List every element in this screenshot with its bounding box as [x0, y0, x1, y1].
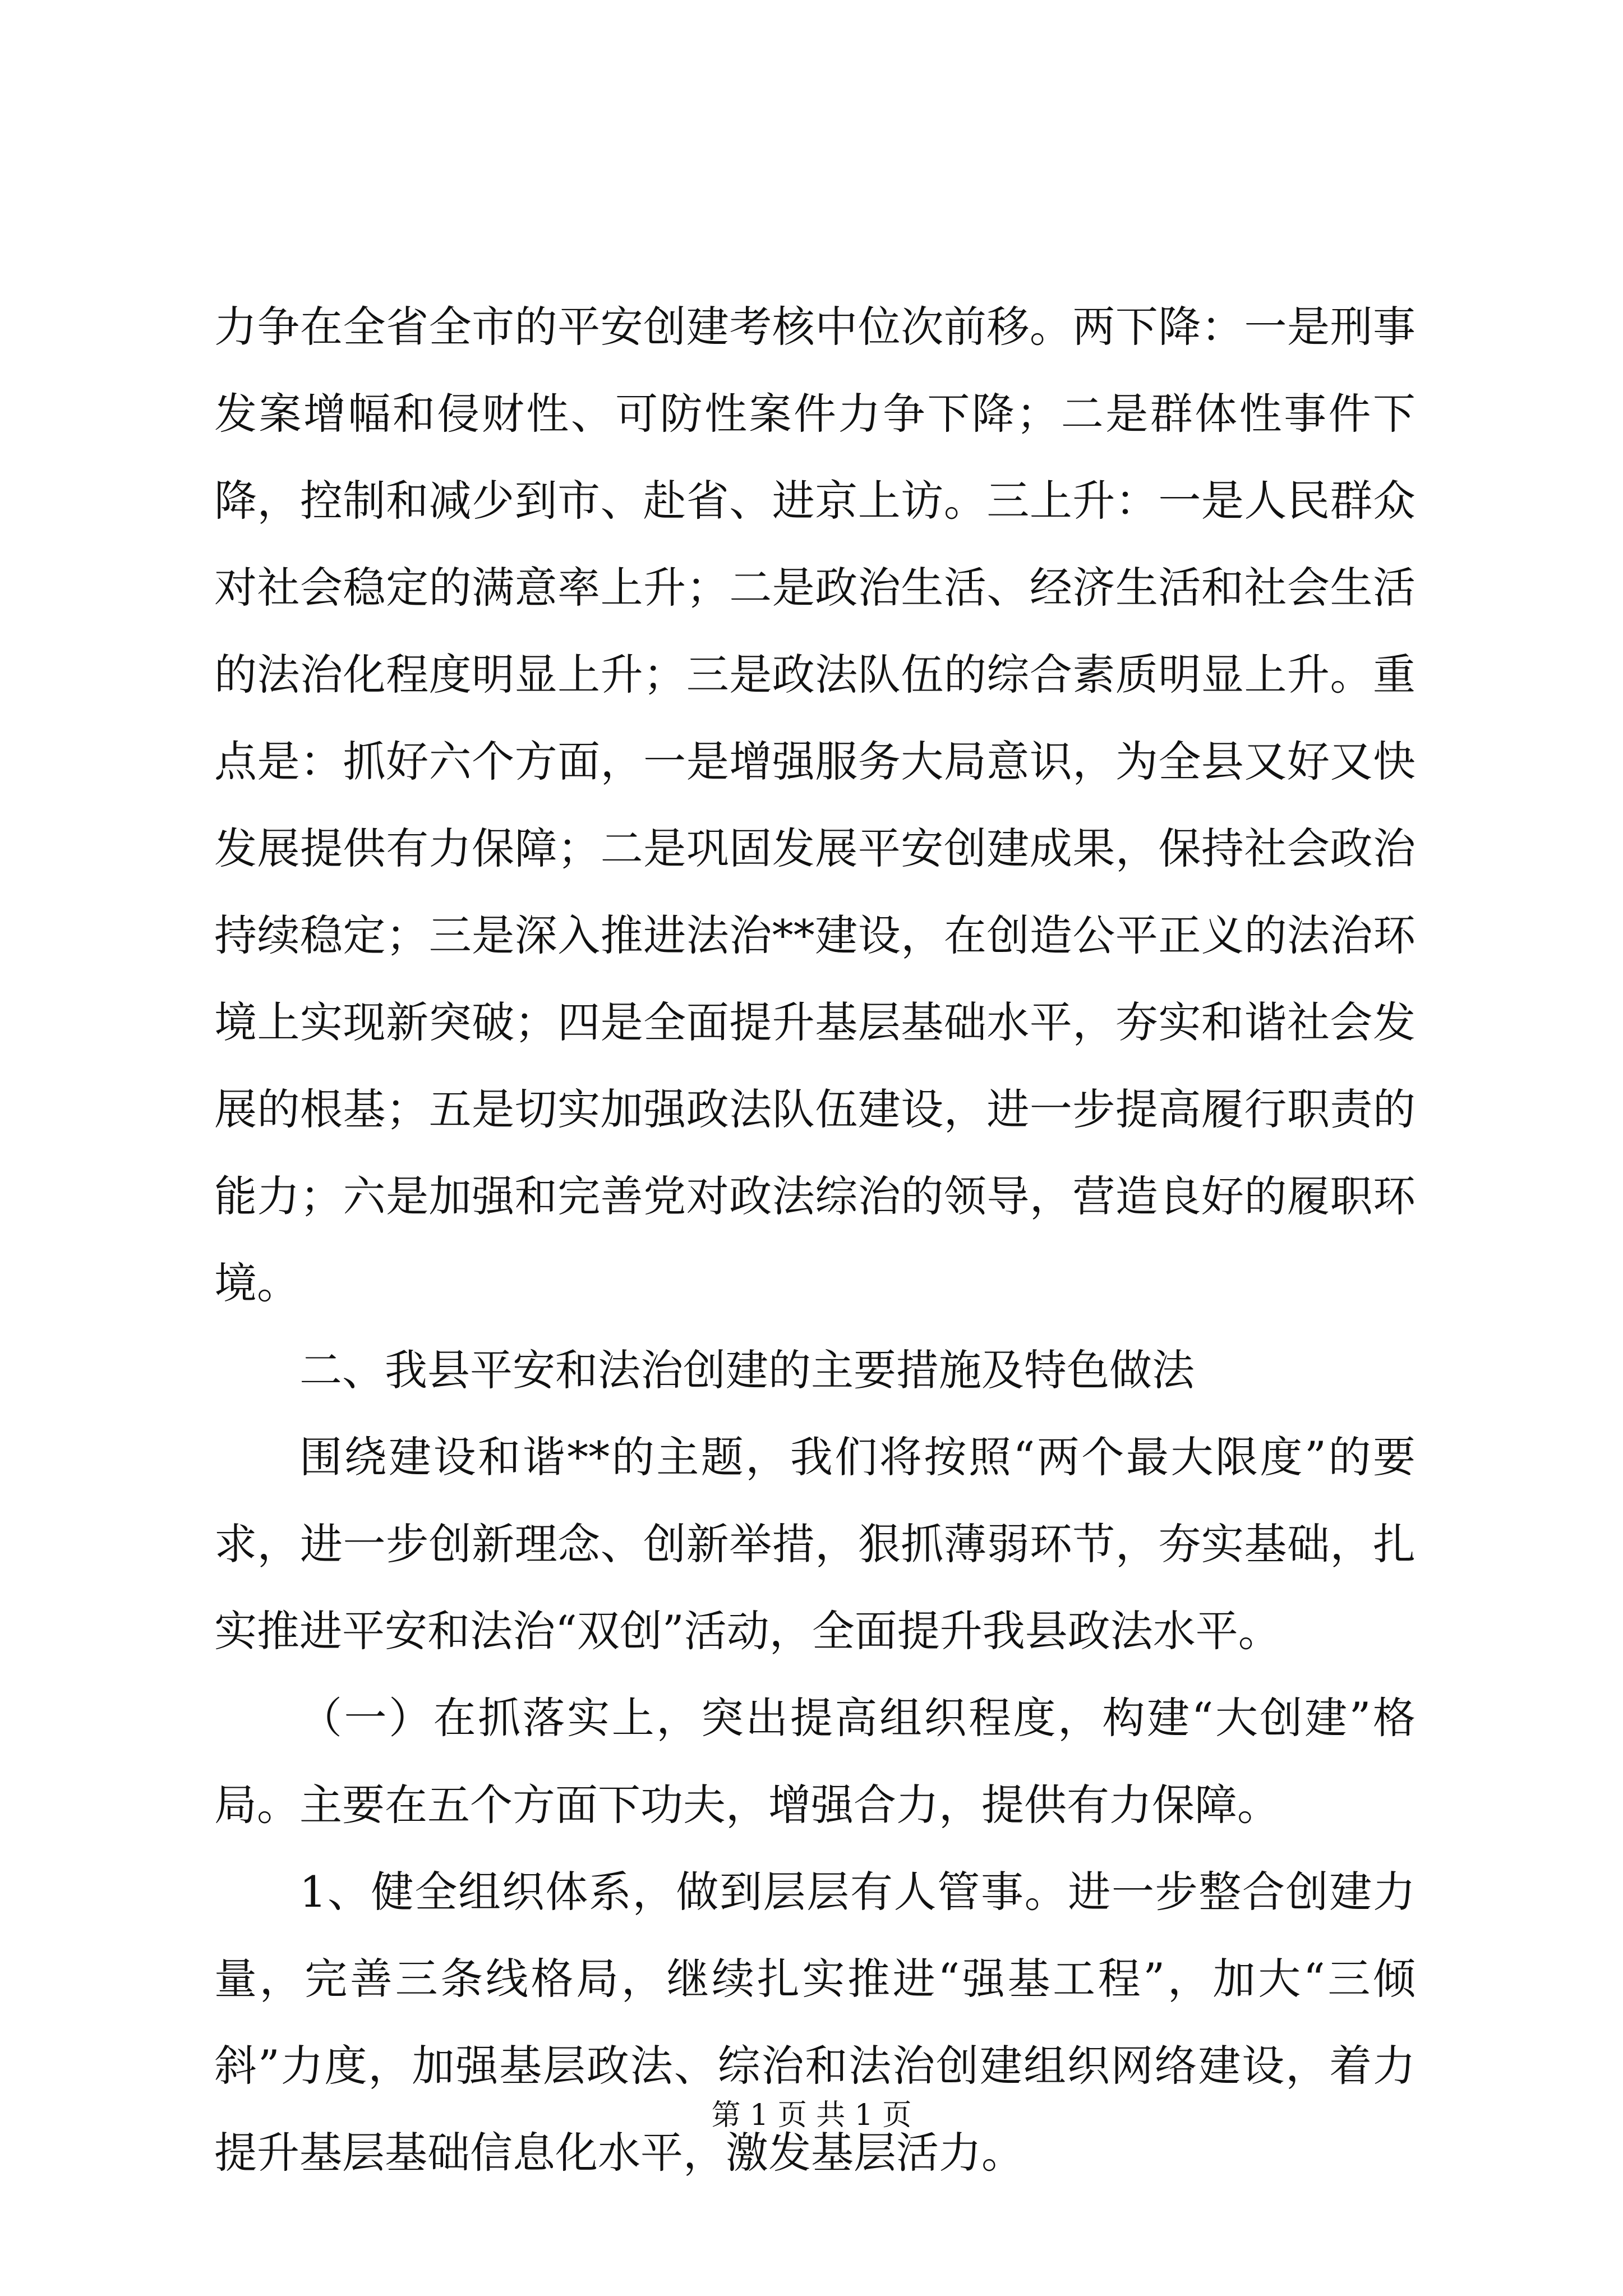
paragraph-1: 力争在全省全市的平安创建考核中位次前移。两下降：一是刑事发案增幅和侵财性、可防性案件力争下降；二是群体性事件下降，控制和减少到市、赴省、进京上访。三上升：一是人民群众对社会稳定的满意率上升；二是政治生活、经济生活和社会生活的法治化程度明显上升；三是政法队伍的综合素质明显上升。重点是：抓好六个方面，一是增强服务大局意识，为全县又好又快发展提供有力保障；二是巩固发展平安创建成果，保持社会政治持续稳定；三是深入推进法治**建设，在创造公平正义的法治环境上实现新突破；四是全面提升基层基础水平，夯实和谐社会发展的根基；五是切实加强政法队伍建设，进一步提高履行职责的能力；六是加强和完善党对政法综治的领导，营造良好的履职环境。	[214, 302, 1415, 1308]
paragraph-3: 围绕建设和谐**的主题，我们将按照“两个最大限度”的要求，进一步创新理念、创新举措，狠抓薄弱环节，夯实基础，扎实推进平安和法治“双创”活动，全面提升我县政法水平。	[214, 1432, 1415, 1656]
page-footer: 第 1 页 共 1 页	[711, 2099, 912, 2132]
document-body	[214, 283, 1415, 2196]
paragraph-5: 1、健全组织体系，做到层层有人管事。进一步整合创建力量，完善三条线格局，继续扎实推进“强基工程”，加大“三倾斜”力度，加强基层政法、综治和法治创建组织网络建设，着力提升基层基础信息化水平，激发基层活力。	[214, 1867, 1415, 2178]
section-heading-2: 二、我县平安和法治创建的主要措施及特色做法	[299, 1345, 1195, 1395]
subsection-heading-1: （一）在抓落实上，突出提高组织程度，构建“大创建”格局。主要在五个方面下功夫，增强合力，提供有力保障。	[214, 1693, 1415, 1830]
